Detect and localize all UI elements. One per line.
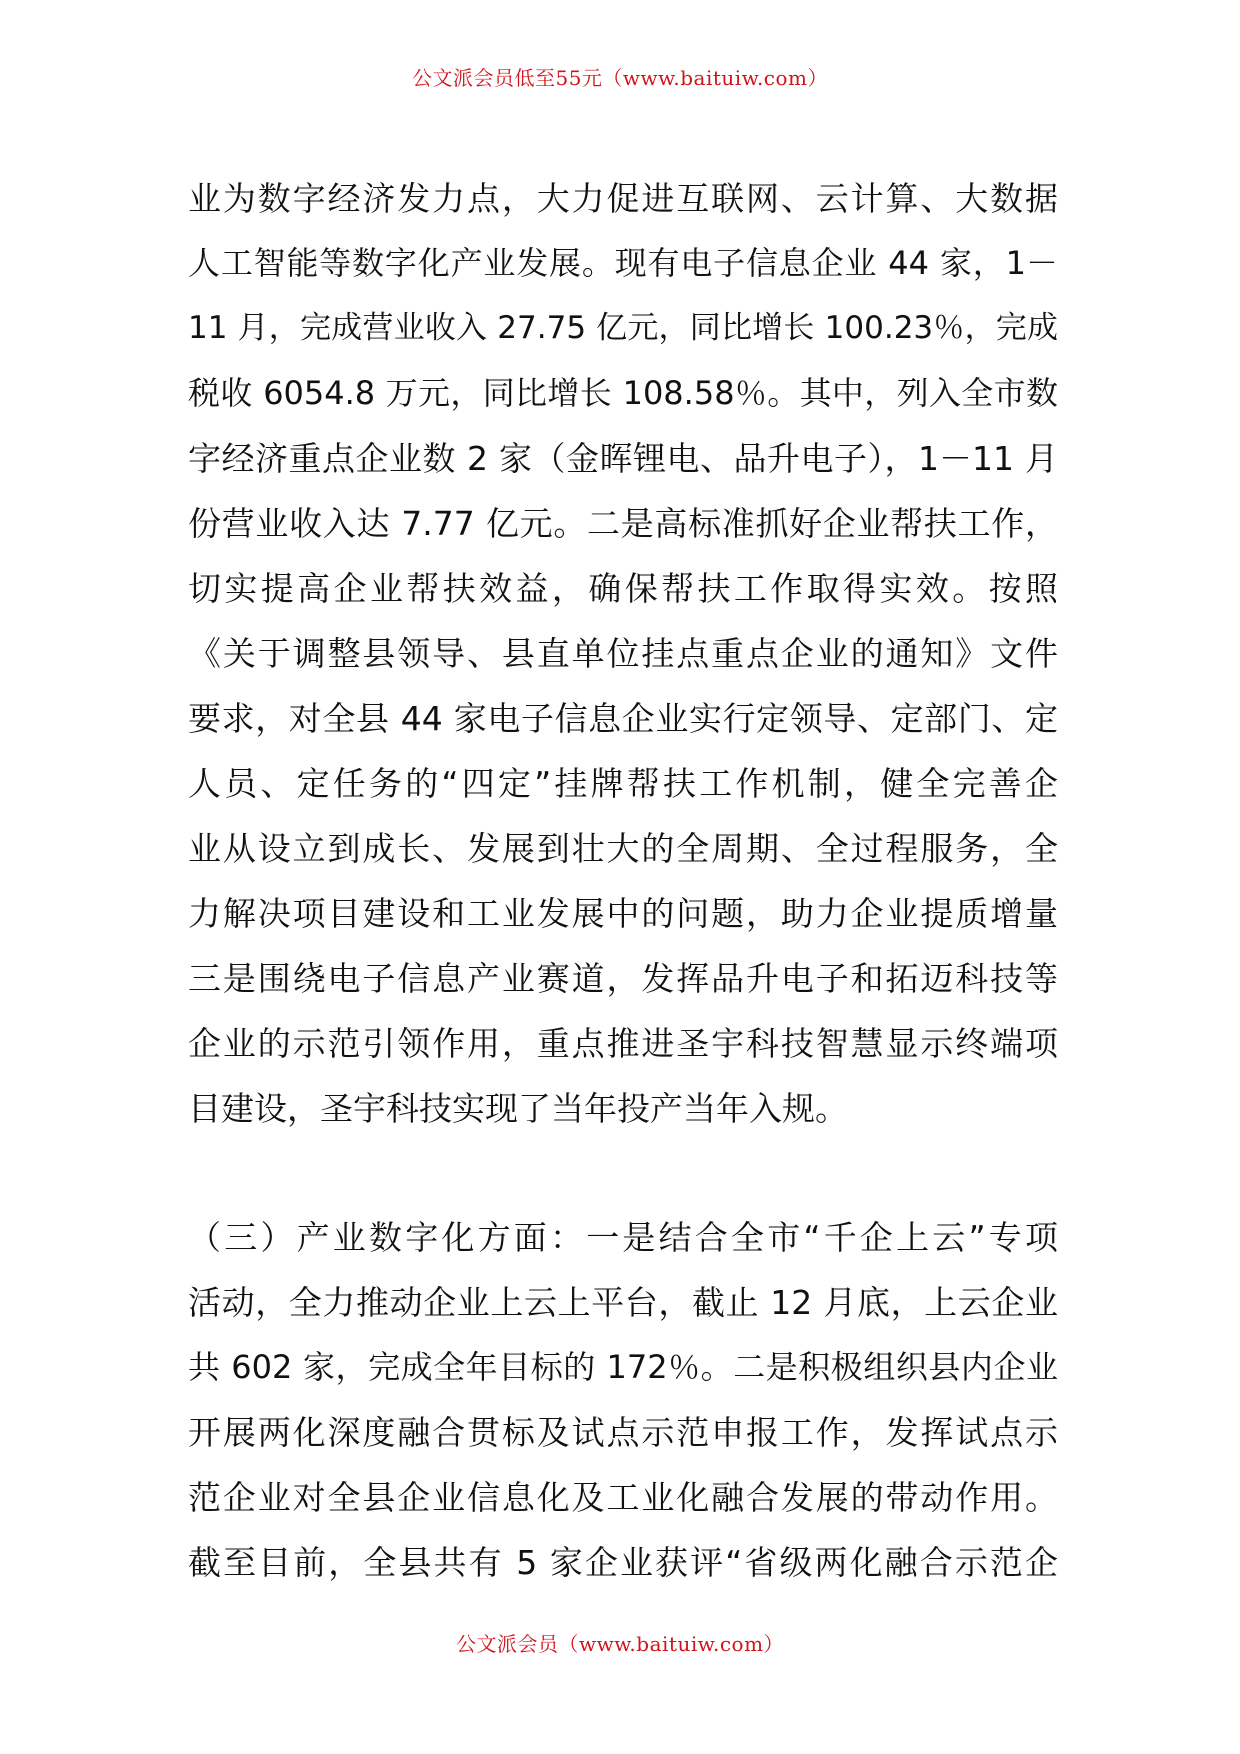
text-line: 字经济重点企业数 2 家（金晖锂电、品升电子），1－11 月 [188, 439, 1058, 478]
text-line: 范企业对全县企业信息化及工业化融合发展的带动作用。 [188, 1478, 1058, 1517]
text-line: 切实提高企业帮扶效益，确保帮扶工作取得实效。按照 [188, 569, 1058, 608]
text-line: 开展两化深度融合贯标及试点示范申报工作，发挥试点示 [188, 1413, 1058, 1452]
text-line: 税收 6054.8 万元，同比增长 108.58％。其中，列入全市数 [188, 374, 1058, 412]
page-header-watermark: 公文派会员低至55元（www.baituiw.com） [411, 66, 829, 90]
text-line: 业为数字经济发力点，大力促进互联网、云计算、大数据 [188, 179, 1058, 218]
text-line: （三）产业数字化方面：一是结合全市“千企上云”专项 [188, 1218, 1058, 1257]
text-line: 11 月，完成营业收入 27.75 亿元，同比增长 100.23％，完成 [188, 310, 1058, 346]
text-line: 三是围绕电子信息产业赛道，发挥品升电子和拓迈科技等 [188, 959, 1058, 998]
text-line: 人员、定任务的“四定”挂牌帮扶工作机制，健全完善企 [188, 764, 1058, 803]
page-footer-watermark: 公文派会员（www.baituiw.com） [455, 1632, 785, 1656]
text-line: 目建设，圣宇科技实现了当年投产当年入规。 [188, 1089, 848, 1128]
text-line: 企业的示范引领作用，重点推进圣宇科技智慧显示终端项 [188, 1024, 1058, 1063]
text-line: 力解决项目建设和工业发展中的问题，助力企业提质增量 [188, 894, 1058, 933]
text-line: 人工智能等数字化产业发展。现有电子信息企业 44 家，1－ [188, 244, 1058, 282]
body-paragraph-2 [188, 1205, 1058, 1595]
text-line: 截至目前，全县共有 5 家企业获评“省级两化融合示范企 [188, 1543, 1058, 1582]
body-paragraph-1 [188, 166, 1058, 1141]
text-line: 要求，对全县 44 家电子信息企业实行定领导、定部门、定 [188, 699, 1058, 738]
text-line: 活动，全力推动企业上云上平台，截止 12 月底，上云企业 [188, 1283, 1058, 1322]
text-line: 《关于调整县领导、县直单位挂点重点企业的通知》文件 [188, 634, 1058, 673]
text-line: 业从设立到成长、发展到壮大的全周期、全过程服务，全 [188, 829, 1058, 868]
text-line: 共 602 家，完成全年目标的 172％。二是积极组织县内企业 [188, 1348, 1058, 1386]
text-line: 份营业收入达 7.77 亿元。二是高标准抓好企业帮扶工作， [188, 504, 1058, 543]
